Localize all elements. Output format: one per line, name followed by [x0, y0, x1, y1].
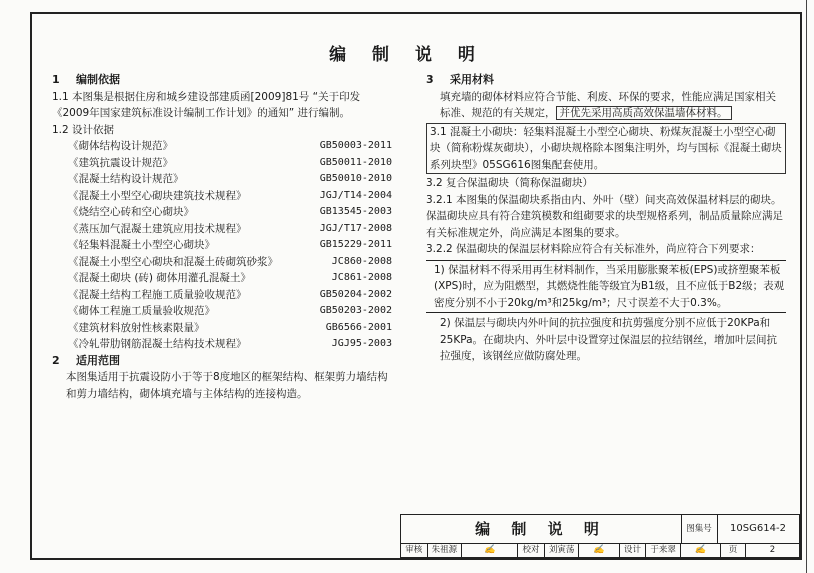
right-column	[426, 72, 786, 365]
standard-code: JC861-2008	[331, 272, 392, 283]
para-3-intro	[426, 89, 786, 122]
title-block-top	[401, 515, 799, 544]
standard-code: GB50204-2002	[319, 288, 392, 300]
review-name: 朱祖源	[428, 543, 462, 557]
standard-row	[52, 138, 392, 155]
left-column	[52, 72, 392, 402]
standard-name: 《混凝土小型空心砌块建筑技术规程》	[68, 189, 247, 202]
standard-name: 《建筑抗震设计规范》	[68, 156, 173, 169]
section-2-number: 2	[52, 353, 60, 367]
para-1-1: 1.1 本图集是根据住房和城乡建设部建质函[2009]81号 “关于印发《2009年国家建筑标准设计编制工作计划》的通知” 进行编制。	[52, 90, 361, 119]
standard-row	[52, 270, 392, 287]
standard-row	[52, 188, 392, 205]
page-number: 2	[769, 545, 776, 555]
para-3-2-2: 3.2.2 保温砌块的保温层材料除应符合有关标准外，尚应符合下列要求：	[426, 243, 761, 255]
standard-code: JGJ/T14-2004	[319, 189, 392, 201]
para-1-2: 1.2 设计依据	[52, 123, 115, 136]
section-1-title: 编制依据	[76, 73, 120, 86]
standard-row	[52, 336, 392, 353]
para-3-2: 3.2 复合保温砌块（简称保温砌块）	[426, 177, 594, 189]
para-3-1: 3.1 混凝土小砌块：轻集料混凝土小型空心砌块、粉煤灰混凝土小型空心砌块（简称粉煤灰砌块），小砌块规格除本图集注明外，均与国标《混凝土砌块系列块型》05SG616图集配套使用。	[426, 123, 786, 175]
para-3-intro-text: 填充墙的砌体材料应符合节能、利废、环保的要求，性能应满足国家相关标准、规范的有关规定，	[440, 90, 776, 119]
standard-name: 《混凝土小型空心砌块和混凝土砖砌筑砂浆》	[68, 255, 278, 268]
title-block-signatures	[401, 543, 799, 557]
standard-name: 《砌体工程施工质量验收规范》	[68, 305, 215, 317]
section-2-heading	[52, 353, 392, 370]
standard-row	[52, 171, 392, 188]
design-name: 于来翠	[646, 543, 680, 557]
standard-row	[52, 303, 392, 320]
section-3-number: 3	[426, 73, 434, 86]
review-signature: ✍	[462, 543, 518, 557]
atlas-number-value: 10SG614-2	[730, 523, 786, 534]
note-2: 2) 保温层与砌块内外叶间的抗拉强度和抗剪强度分别不应低于20KPa和25KPa。在砌块内、外叶层中设置穿过保温层的拉结钢丝，增加叶层间抗拉强度，该钢丝应做防腐处理。	[440, 317, 778, 362]
edge-line	[806, 0, 807, 573]
standard-name: 《轻集料混凝土小型空心砌块》	[68, 239, 215, 251]
design-signature: ✍	[681, 543, 721, 557]
section-2-title: 适用范围	[76, 353, 120, 367]
check-name: 刘寅荡	[545, 543, 579, 557]
check-label: 校对	[518, 543, 545, 557]
standard-name: 《蒸压加气混凝土建筑应用技术规程》	[68, 222, 247, 235]
atlas-number-label: 图集号	[681, 515, 718, 543]
page-title: 编 制 说 明	[329, 45, 485, 65]
standard-code: GB6566-2001	[325, 321, 392, 333]
standard-code: GB50003-2011	[319, 140, 392, 151]
title-block-title: 编 制 说 明	[401, 515, 682, 543]
standard-code: GB50203-2002	[319, 305, 392, 316]
standard-name: 《烧结空心砖和空心砌块》	[68, 206, 194, 218]
page-label: 页	[721, 543, 746, 557]
standard-name: 《混凝土砌块 (砖) 砌体用灌孔混凝土》	[68, 272, 251, 284]
standard-row	[52, 221, 392, 238]
section-1-number: 1	[52, 73, 60, 86]
standard-name: 《建筑材料放射性核素限量》	[68, 321, 205, 334]
check-signature: ✍	[579, 543, 619, 557]
standard-name: 《冷轧带肋钢筋混凝土结构技术规程》	[68, 338, 247, 350]
review-label: 审核	[401, 543, 428, 557]
standard-row	[52, 155, 392, 172]
standard-name: 《混凝土结构设计规范》	[68, 173, 184, 185]
standard-code: JGJ95-2003	[331, 338, 392, 349]
para-2: 本图集适用于抗震设防小于等于8度地区的框架结构、框架剪力墙结构和剪力墙结构，砌体填充墙与主体结构的连接构造。	[66, 371, 388, 400]
standard-code: GB50010-2010	[319, 173, 392, 184]
design-label: 设计	[620, 543, 647, 557]
title-block	[400, 514, 800, 558]
section-3-heading	[426, 72, 786, 89]
standard-row	[52, 254, 392, 271]
standard-name: 《砌体结构设计规范》	[68, 140, 173, 152]
standard-row	[52, 287, 392, 304]
standard-code: JGJ/T17-2008	[319, 222, 392, 234]
section-3-title: 采用材料	[450, 73, 494, 86]
standard-code: GB15229-2011	[319, 239, 392, 250]
standard-row	[52, 237, 392, 254]
note-1: 1) 保温材料不得采用再生材料制作，当采用膨胀聚苯板(EPS)或挤塑聚苯板(XPS)时，应为阻燃型，其燃烧性能等级宜为B1级，且不应低于B2级；表观密度分别不小于20kg/m³和25kg/m³；尺寸误差不大于0.3%。	[426, 260, 786, 314]
standard-code: JC860-2008	[331, 255, 392, 267]
standard-code: GB13545-2003	[319, 206, 392, 217]
standard-row	[52, 320, 392, 337]
para-3-intro-highlight: 并优先采用高质高效保温墙体材料。	[556, 106, 732, 120]
para-3-2-1: 3.2.1 本图集的保温砌块系指由内、外叶（壁）间夹高效保温材料层的砌块。保温砌块应具有符合建筑模数和组砌要求的块型规格系列，制品质量除应满足有关标准规定外，尚应满足本图集的要求。	[426, 193, 783, 239]
standard-row	[52, 204, 392, 221]
standards-list	[52, 138, 392, 353]
section-1-heading	[52, 72, 392, 89]
standard-code: GB50011-2010	[319, 156, 392, 168]
standard-name: 《混凝土结构工程施工质量验收规范》	[68, 288, 247, 301]
